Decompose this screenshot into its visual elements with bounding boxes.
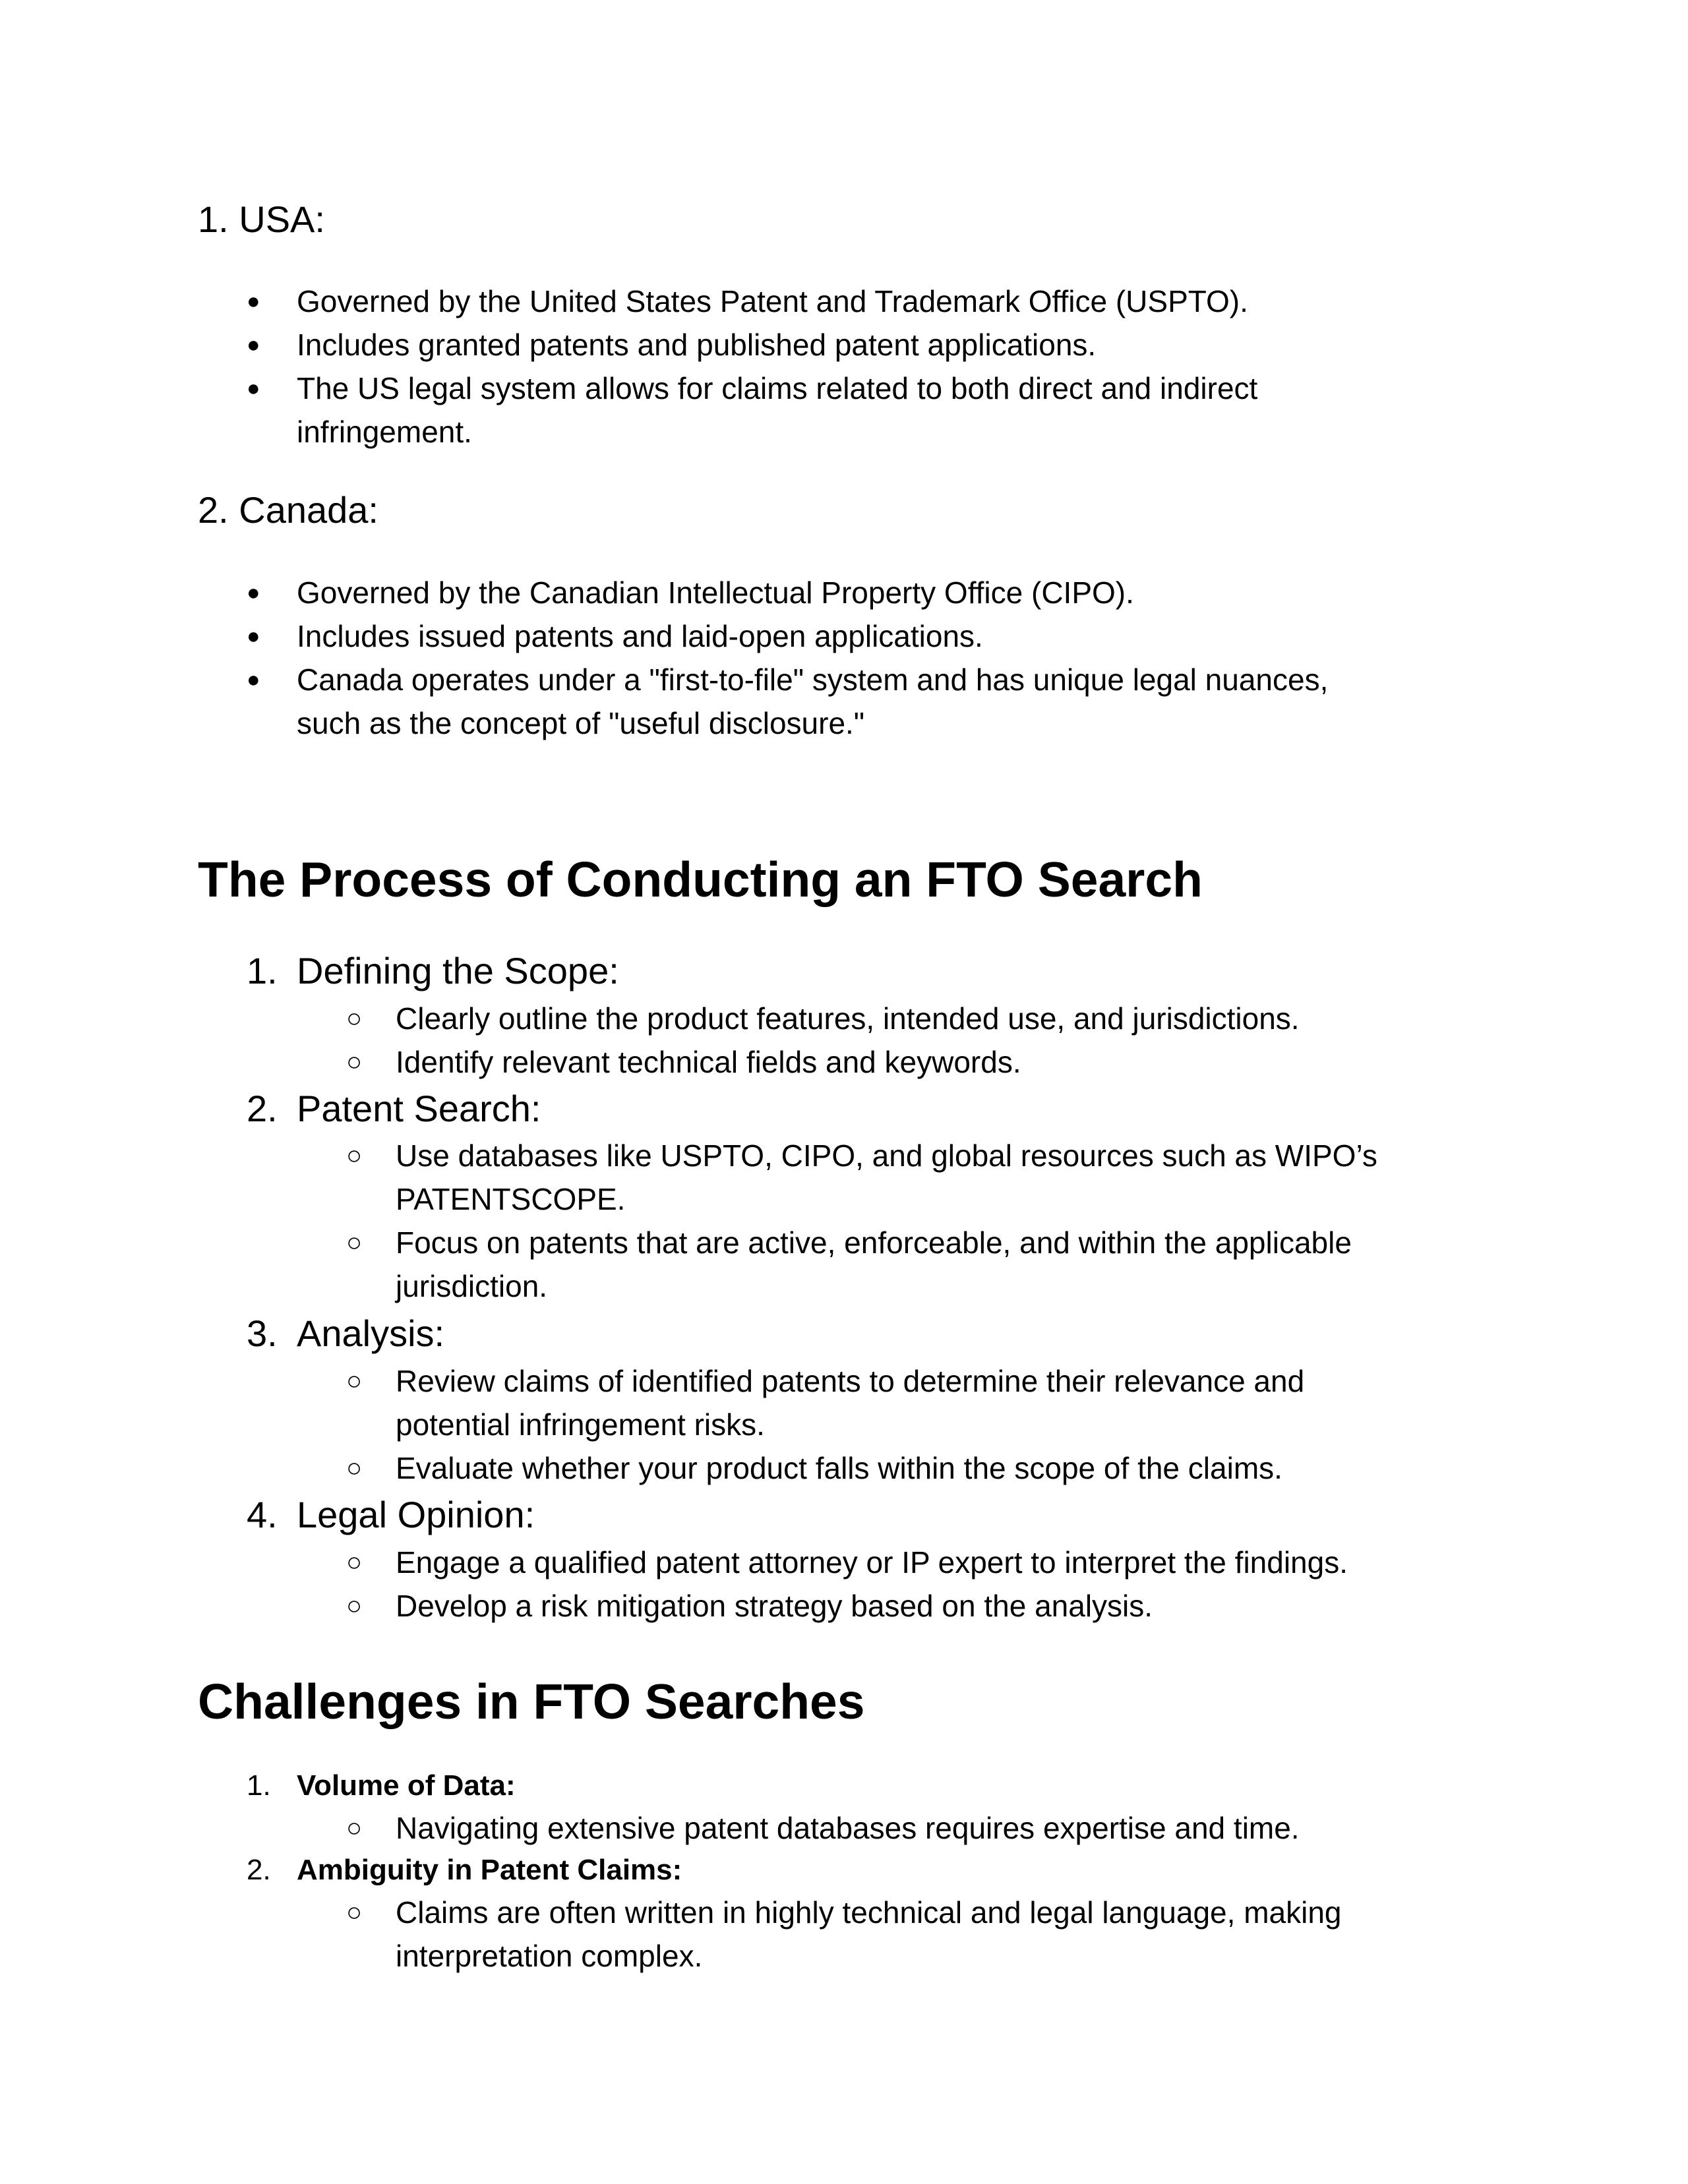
bullet-icon: ● [247, 376, 260, 401]
sub-bullet-icon: ○ [346, 1228, 363, 1257]
challenge-2-item-1-line-1: Claims are often written in highly technical and legal language, making [396, 1895, 1342, 1930]
step-3-item-2: Evaluate whether your product falls within the scope of the claims. [396, 1451, 1282, 1485]
step-title-defining-scope: Defining the Scope: [297, 950, 619, 991]
step-2-item-1-line-2: PATENTSCOPE. [396, 1182, 626, 1216]
step-2-item-2-line-2: jurisdiction. [396, 1269, 548, 1303]
challenge-title-volume-of-data: Volume of Data: [297, 1769, 516, 1802]
challenge-1-item-1: Navigating extensive patent databases requires expertise and time. [396, 1811, 1300, 1845]
usa-bullet-2: Includes granted patents and published patent applications. [297, 328, 1097, 362]
challenge-number: 1. [247, 1769, 271, 1802]
step-4-item-1: Engage a qualified patent attorney or IP expert to interpret the findings. [396, 1545, 1348, 1579]
step-title-analysis: Analysis: [297, 1313, 445, 1354]
sub-bullet-icon: ○ [346, 1367, 363, 1396]
challenge-2-item-1-line-2: interpretation complex. [396, 1939, 703, 1973]
challenge-number: 2. [247, 1854, 271, 1886]
step-title-legal-opinion: Legal Opinion: [297, 1494, 535, 1535]
region-heading-canada: 2. Canada: [198, 489, 378, 531]
bullet-icon: ● [247, 332, 260, 357]
sub-bullet-icon: ○ [346, 1048, 363, 1077]
sub-bullet-icon: ○ [346, 1814, 363, 1843]
canada-bullet-3-line-1: Canada operates under a "first-to-file" system and has unique legal nuances, [297, 663, 1329, 697]
region-heading-usa: 1. USA: [198, 198, 325, 240]
step-4-item-2: Develop a risk mitigation strategy based on the analysis. [396, 1589, 1153, 1623]
sub-bullet-icon: ○ [346, 1591, 363, 1620]
sub-bullet-icon: ○ [346, 1004, 363, 1033]
usa-bullet-3-line-2: infringement. [297, 415, 472, 449]
step-3-item-1-line-2: potential infringement risks. [396, 1407, 765, 1442]
sub-bullet-icon: ○ [346, 1898, 363, 1927]
step-2-item-1-line-1: Use databases like USPTO, CIPO, and global resources such as WIPO’s [396, 1138, 1377, 1173]
sub-bullet-icon: ○ [346, 1548, 363, 1577]
step-1-item-2: Identify relevant technical fields and keywords. [396, 1045, 1021, 1079]
step-3-item-1-line-1: Review claims of identified patents to determine their relevance and [396, 1364, 1305, 1398]
challenge-title-ambiguity: Ambiguity in Patent Claims: [297, 1854, 682, 1886]
canada-bullet-1: Governed by the Canadian Intellectual Property Office (CIPO). [297, 576, 1134, 610]
bullet-icon: ● [247, 667, 260, 692]
step-1-item-1: Clearly outline the product features, intended use, and jurisdictions. [396, 1001, 1300, 1036]
sub-bullet-icon: ○ [346, 1454, 363, 1483]
step-number: 2. [247, 1088, 278, 1129]
canada-bullet-3-line-2: such as the concept of "useful disclosure." [297, 706, 865, 740]
bullet-icon: ● [247, 624, 260, 649]
step-number: 1. [247, 950, 278, 991]
usa-bullet-3-line-1: The US legal system allows for claims related to both direct and indirect [297, 371, 1258, 405]
bullet-icon: ● [247, 580, 260, 605]
step-title-patent-search: Patent Search: [297, 1088, 541, 1129]
step-number: 3. [247, 1313, 278, 1354]
bullet-icon: ● [247, 289, 260, 314]
usa-bullet-1: Governed by the United States Patent and Trademark Office (USPTO). [297, 284, 1248, 318]
sub-bullet-icon: ○ [346, 1141, 363, 1170]
process-heading: The Process of Conducting an FTO Search [198, 852, 1203, 907]
canada-bullet-2: Includes issued patents and laid-open applications. [297, 619, 983, 653]
step-2-item-2-line-1: Focus on patents that are active, enforceable, and within the applicable [396, 1225, 1352, 1260]
challenges-heading: Challenges in FTO Searches [198, 1674, 865, 1729]
step-number: 4. [247, 1494, 278, 1535]
